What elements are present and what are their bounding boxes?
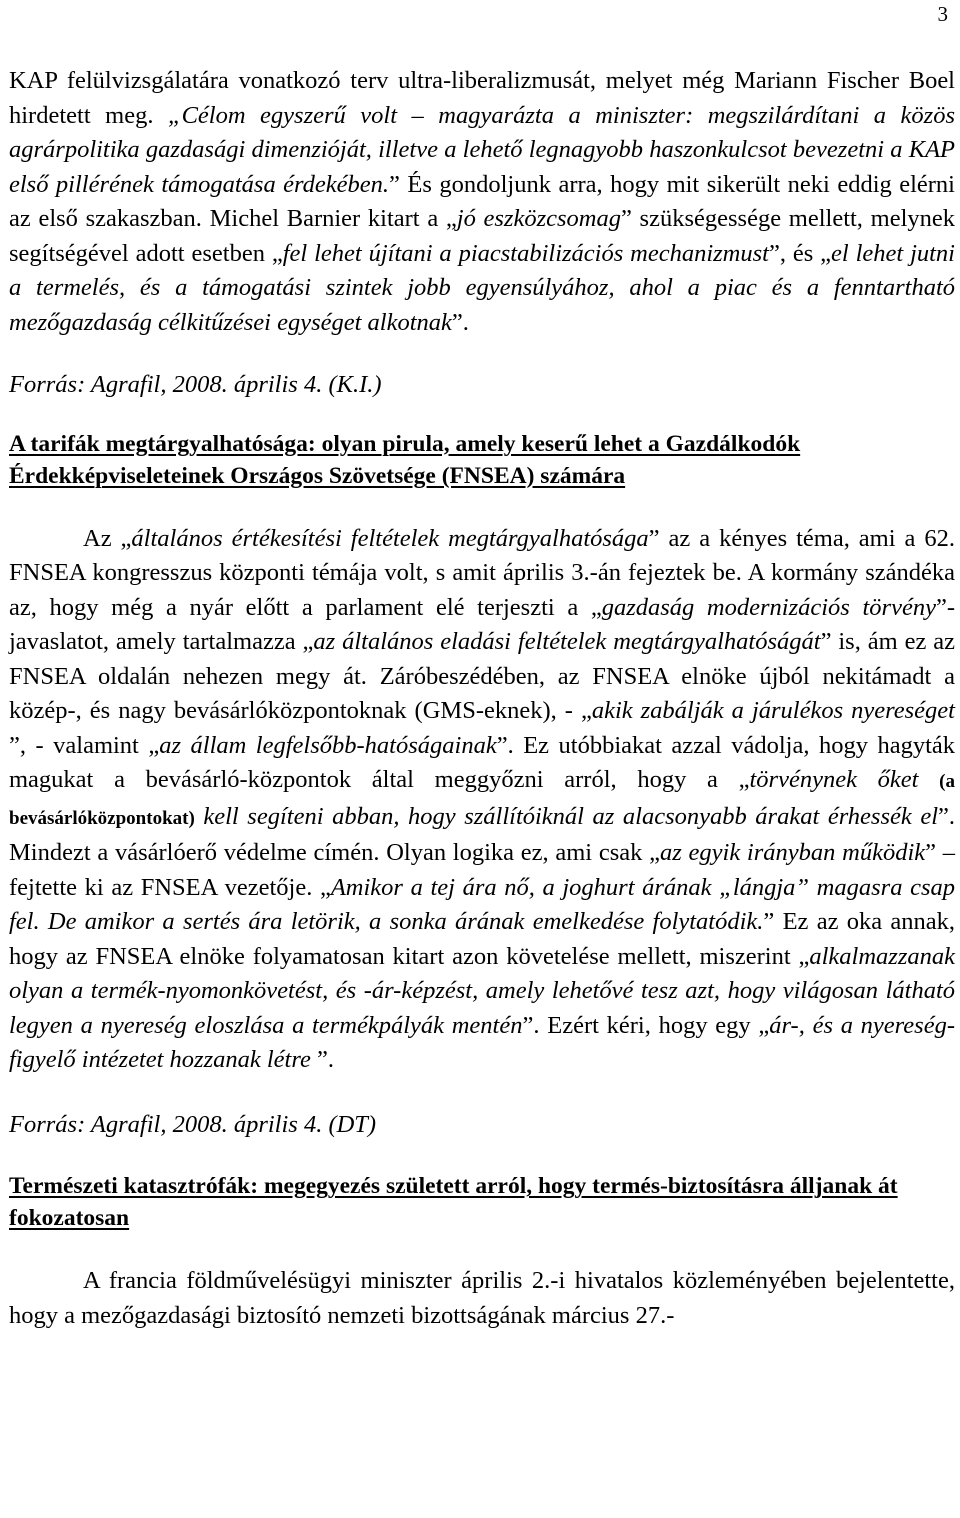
text-run: ” az a kényes téma, ami a 62. FNSEA kongresszus központi témája volt, s amit április 3.-án fejeztek be. A kormány szándéka az, hogy még a nyár előtt a parlament elé terjeszti a „ (9, 524, 955, 621)
text-run: ” – fejtette ki az FNSEA vezetője. „ (9, 839, 955, 901)
article3-paragraph: A francia földművelésügyi miniszter április 2.-i hivatalos közleményében bejelentette, hogy a mezőgazdasági biztosító nemzeti bizottságának március 27.- (9, 1267, 955, 1329)
quote-run: az általános eladási feltételek megtárgyalhatóságát (313, 628, 821, 655)
text-run: ” Ez az oka annak, hogy az FNSEA elnöke folyamatosan kitart azon követelése mellett, miszerint „ (9, 908, 955, 970)
text-run: ”. (451, 308, 469, 336)
quote-run: kell segíteni abban, hogy szállítóiknál az alacsonyabb árakat érhessék el (194, 802, 938, 830)
quote-run: az állam legfelsőbb-hatóságainak (159, 731, 497, 759)
quote-run: az egyik irányban működik (660, 839, 926, 866)
quote-run: törvénynek őket (749, 766, 940, 793)
article2-heading: A tarifák megtárgyalhatósága: olyan pirula, amely keserű lehet a Gazdálkodók Érdekképviseleteinek Országos Szövetsége (FNSEA) számára (9, 430, 801, 489)
text-run: ” szükségessége mellett, melynek segítségével adott esetben „ (9, 205, 955, 267)
quote-run: Amikor a tej ára nő, a joghurt árának „lángja” magasra csap fel. De amikor a sertés ára letörik, a sonka árának emelkedése folytatódik. (9, 873, 955, 935)
text-run: ”. Mindezt a vásárlóerő védelme címén. Olyan logika ez, ami csak „ (9, 802, 955, 866)
article2-paragraph (9, 522, 955, 1078)
quote-run: ár-, és a nyereség-figyelő intézetet hozzanak létre (9, 1011, 955, 1073)
text-run: KAP felülvizsgálatára vonatkozó terv ultra-liberalizmusát, melyet még Mariann Fischer Boel hirdetett meg. (9, 67, 955, 129)
page-number: 3 (937, 2, 948, 26)
bold-insert: (a bevásárlóközpontokat) (9, 771, 955, 829)
document-body (9, 64, 955, 1333)
quote-run: gazdaság modernizációs törvény (601, 593, 936, 621)
article2-source: Forrás: Agrafil, 2008. április 4. (DT) (9, 1110, 377, 1138)
quote-run: „Célom egyszerű volt – magyarázta a miniszter: megszilárdítani a közös agrárpolitika gazdasági dimenzióját, illetve a lehető legnagyobb haszonkulcsot bevezetni a KAP első pillérének támogatása érdekében. (9, 101, 955, 198)
text-run: ”, - valamint „ (9, 731, 160, 759)
quote-run: el lehet jutni a termelés, és a támogatási szintek jobb egyensúlyához, ahol a piac és a fenntartható mezőgazdaság célkitűzései egységet alkotnak (9, 239, 955, 336)
quote-run: akik zabálják a járulékos nyereséget (591, 697, 955, 724)
quote-run: általános értékesítési feltételek megtárgyalhatósága (131, 524, 649, 552)
text-run: ”, és „ (768, 239, 832, 267)
text-run: Az „ (83, 524, 132, 552)
article1-source: Forrás: Agrafil, 2008. április 4. (K.I.) (9, 371, 382, 398)
text-run: ”. Ezért kéri, hogy egy „ (522, 1011, 770, 1039)
article3-heading: Természeti katasztrófák: megegyezés született arról, hogy termés-biztosításra álljanak át fokozatosan (9, 1173, 898, 1231)
quote-run: alkalmazzanak olyan a termék-nyomonkövetést, és -ár-képzést, amely lehetővé tesz azt, hogy világosan látható legyen a nyereség eloszlása a termékpályák mentén (9, 942, 955, 1039)
quote-run: fel lehet újítani a piacstabilizációs mechanizmust (282, 239, 769, 267)
text-run: ”. Ez utóbbiakat azzal vádolja, hogy hagyták magukat a bevásárló-központok által meggyőzni arról, hogy a „ (9, 731, 955, 793)
text-run: ” is, ám ez az FNSEA oldalán nehezen megy át. Záróbeszédében, az FNSEA elnöke újból nekitámadt a közép-, és nagy bevásárlóközpontoknak (GMS-eknek), - „ (9, 628, 955, 724)
text-run: ” És gondoljunk arra, hogy mit sikerült neki eddig elérni az első szakaszban. Michel Barnier kitart a „ (9, 170, 955, 232)
text-run: ”- javaslatot, amely tartalmazza „ (9, 593, 955, 655)
text-run: ”. (310, 1046, 334, 1073)
article1-paragraph (9, 64, 955, 340)
quote-run: jó eszközcsomag (456, 205, 621, 232)
